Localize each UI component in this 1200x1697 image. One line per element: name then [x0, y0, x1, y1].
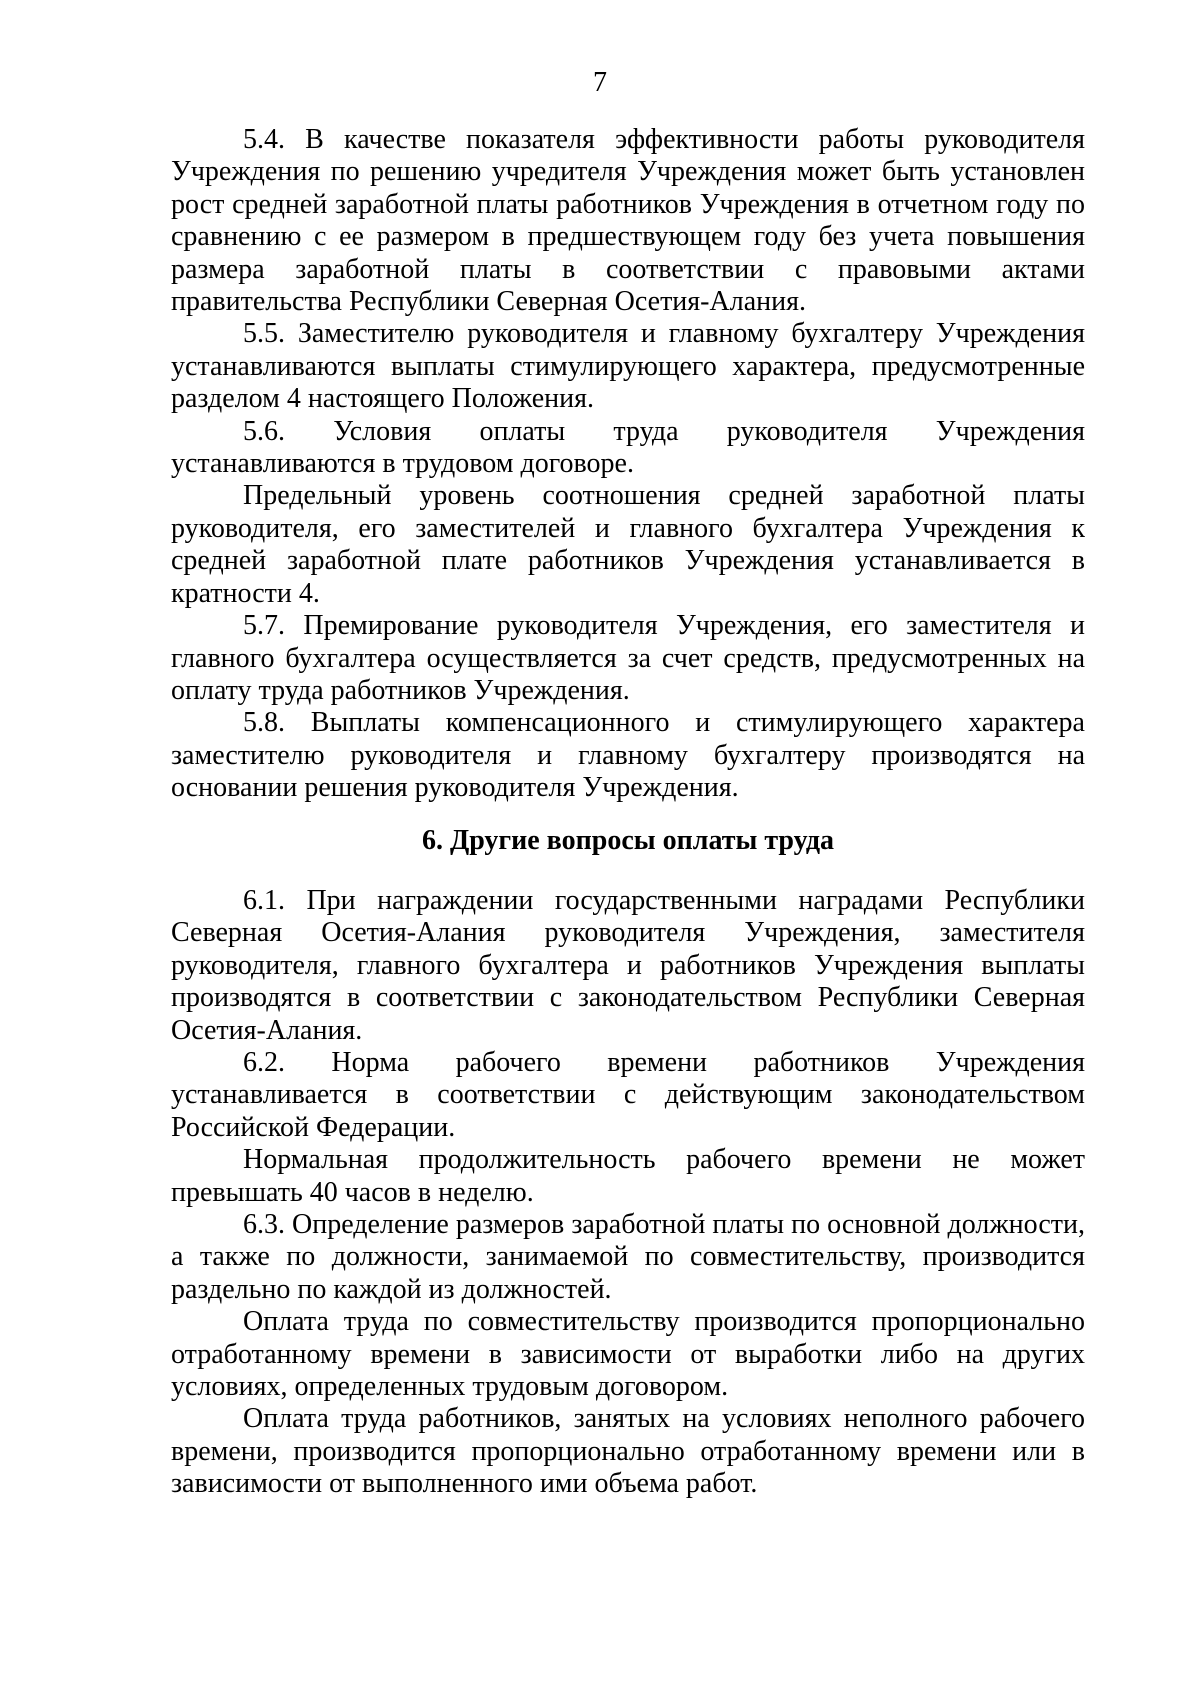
paragraph-6-3: 6.3. Определение размеров заработной платы по основной должности, а также по должности, занимаемой по совместительству, производится раздельно по каждой из должностей.: [171, 1209, 1085, 1305]
paragraph-6-3-part-time: Оплата труда по совместительству производится пропорционально отработанному времени в зависимости от выработки либо на других условиях, определенных трудовым договором.: [171, 1306, 1085, 1403]
document-body: [171, 124, 1085, 1501]
paragraph-5-8: 5.8. Выплаты компенсационного и стимулирующего характера заместителю руководителя и главному бухгалтеру производятся на основании решения руководителя Учреждения.: [171, 707, 1085, 804]
paragraph-5-7: 5.7. Премирование руководителя Учреждения, его заместителя и главного бухгалтера осуществляется за счет средств, предусмотренных на оплату труда работников Учреждения.: [171, 610, 1085, 706]
paragraph-5-6-ratio: Предельный уровень соотношения средней заработной платы руководителя, его заместителей и главного бухгалтера Учреждения к средней заработной плате работников Учреждения устанавливается в кратности 4.: [171, 480, 1085, 609]
paragraph-5-4: 5.4. В качестве показателя эффективности работы руководителя Учреждения по решению учредителя Учреждения может быть установлен рост средней заработной платы работников Учреждения в отчетном году по сравнению с ее размером в предшествующем году без учета повышения размера заработной платы в соответствии с правовыми актами правительства Республики Северная Осетия-Алания.: [171, 124, 1085, 318]
paragraph-5-6: 5.6. Условия оплаты труда руководителя Учреждения устанавливаются в трудовом договоре.: [171, 415, 1085, 480]
paragraph-6-1: 6.1. При награждении государственными наградами Республики Северная Осетия-Алания руководителя Учреждения, заместителя руководителя, главного бухгалтера и работников Учреждения выплаты производятся в соответствии с законодательством Республики Северная Осетия-Алания.: [171, 884, 1085, 1046]
page-number: 7: [593, 67, 607, 98]
paragraph-5-5: 5.5. Заместителю руководителя и главному бухгалтеру Учреждения устанавливаются выплаты стимулирующего характера, предусмотренные разделом 4 настоящего Положения.: [171, 318, 1085, 415]
section-6-heading: 6. Другие вопросы оплаты труда: [421, 824, 835, 856]
paragraph-6-3-reduced-hours: Оплата труда работников, занятых на условиях неполного рабочего времени, производится пропорционально отработанному времени или в зависимости от выполненного ими объема работ.: [171, 1403, 1085, 1500]
paragraph-6-2: 6.2. Норма рабочего времени работников Учреждения устанавливается в соответствии с действующим законодательством Российской Федерации.: [171, 1046, 1085, 1143]
paragraph-6-2-hours: Нормальная продолжительность рабочего времени не может превышать 40 часов в неделю.: [171, 1144, 1085, 1208]
